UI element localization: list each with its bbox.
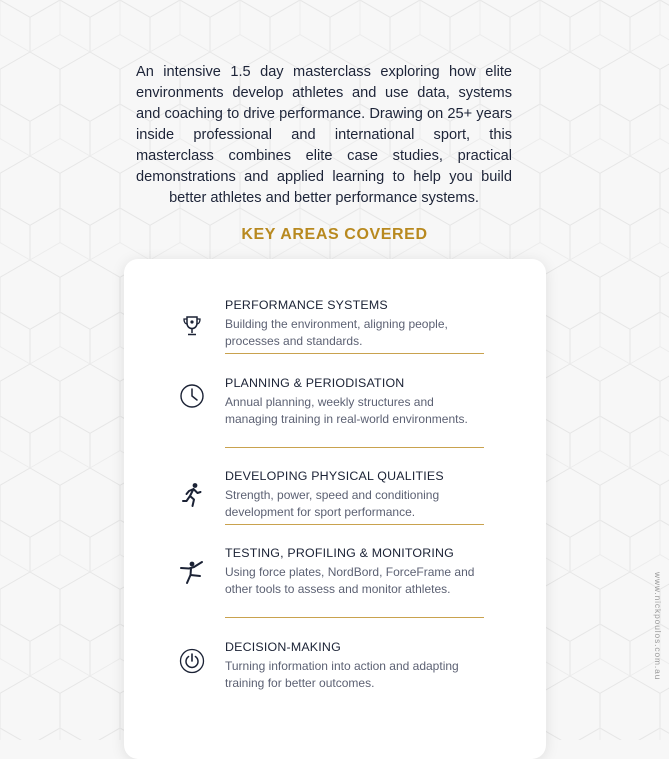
running-person-icon (178, 481, 206, 509)
item-divider (225, 353, 484, 354)
item-title: PERFORMANCE SYSTEMS (225, 298, 388, 312)
item-description: Using force plates, NordBord, ForceFrame and other tools to assess and monitor athletes. (225, 565, 475, 596)
power-icon (178, 647, 206, 675)
item-description: Turning information into action and adapting training for better outcomes. (225, 659, 459, 690)
key-areas-card (124, 259, 546, 759)
section-heading: KEY AREAS COVERED (241, 226, 428, 243)
item-description: Strength, power, speed and conditioning development for sport performance. (225, 488, 440, 519)
clock-icon (178, 382, 206, 410)
item-title: TESTING, PROFILING & MONITORING (225, 546, 455, 560)
item-divider (225, 524, 484, 525)
item-title: DEVELOPING PHYSICAL QUALITIES (225, 469, 444, 483)
trophy-icon (178, 312, 206, 340)
item-description: Annual planning, weekly structures and managing training in real-world environments. (225, 395, 468, 426)
intro-paragraph: An intensive 1.5 day masterclass exploring how elite environments develop athletes and use data, systems and coaching to drive performance. Drawing on 25+ years inside professional and international sport, this masterclass combines elite case studies, practical demonstrations and applied learning to help you build better athletes and better performance systems. (136, 64, 512, 206)
item-title: PLANNING & PERIODISATION (225, 376, 405, 390)
item-divider (225, 447, 484, 448)
athlete-kick-icon (178, 558, 206, 586)
item-divider (225, 617, 484, 618)
item-title: DECISION-MAKING (225, 640, 341, 654)
item-description: Building the environment, aligning people, processes and standards. (225, 317, 448, 348)
website-url: www.nickpoulos.com.au (653, 572, 663, 681)
